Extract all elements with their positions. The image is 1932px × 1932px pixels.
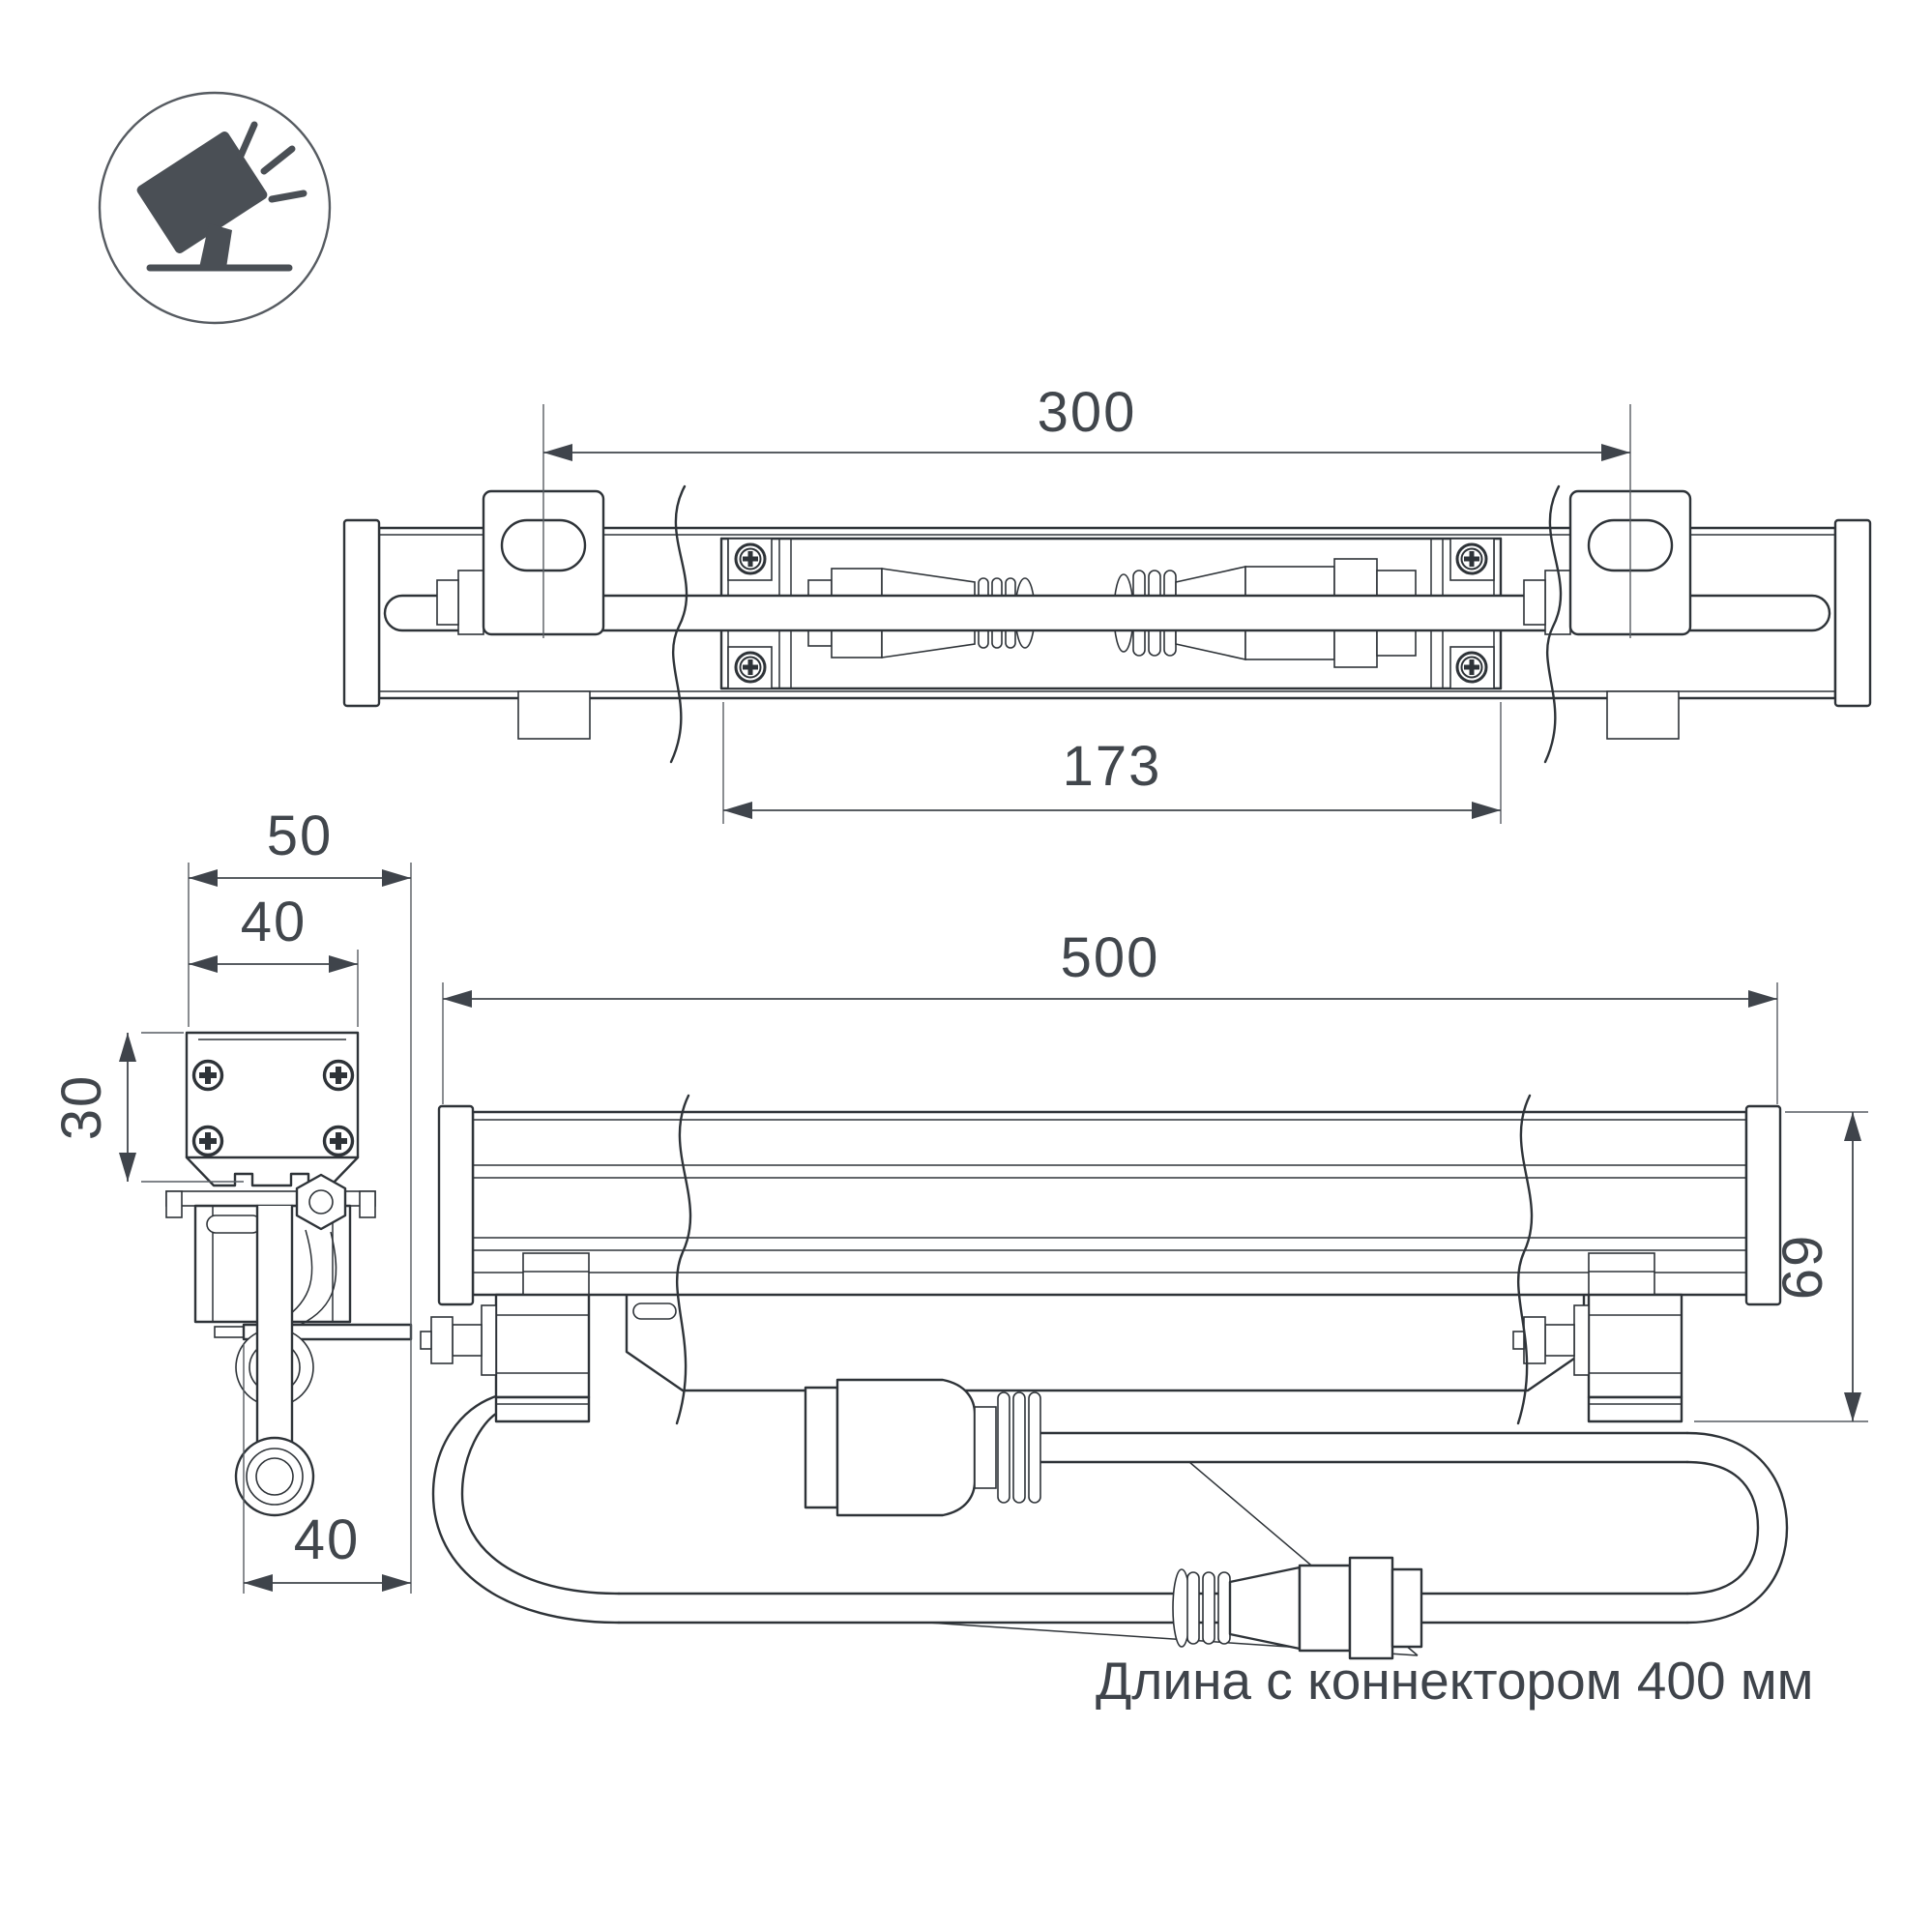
dim-500: [443, 926, 1777, 1104]
dim-label-69: 69: [1771, 1233, 1834, 1301]
top-view: [344, 381, 1870, 824]
dim-label-50: 50: [266, 805, 334, 867]
dim-40-top: [189, 891, 358, 1027]
dim-label-30: 30: [50, 1073, 113, 1141]
front-male-connector: [805, 1380, 1040, 1515]
connector-length-caption: Длина с коннектором 400 мм: [1096, 1651, 1814, 1711]
dim-label-500: 500: [1060, 926, 1160, 989]
side-view: [50, 805, 411, 1594]
front-female-connector: [1173, 1558, 1421, 1658]
top-end-cap-left: [344, 520, 379, 706]
top-end-cap-right: [1835, 520, 1870, 706]
front-housing: [627, 1295, 1584, 1390]
dim-label-40-bottom: 40: [293, 1508, 361, 1571]
dim-173: [723, 702, 1501, 824]
floodlight-icon: [100, 93, 330, 323]
front-cables: [433, 1396, 1787, 1623]
dim-label-173: 173: [1062, 735, 1162, 798]
front-bar: [473, 1112, 1746, 1295]
front-end-cap-left: [439, 1106, 473, 1304]
front-view: [421, 926, 1868, 1658]
dim-label-300: 300: [1037, 381, 1137, 444]
dim-label-40-top: 40: [240, 891, 307, 953]
